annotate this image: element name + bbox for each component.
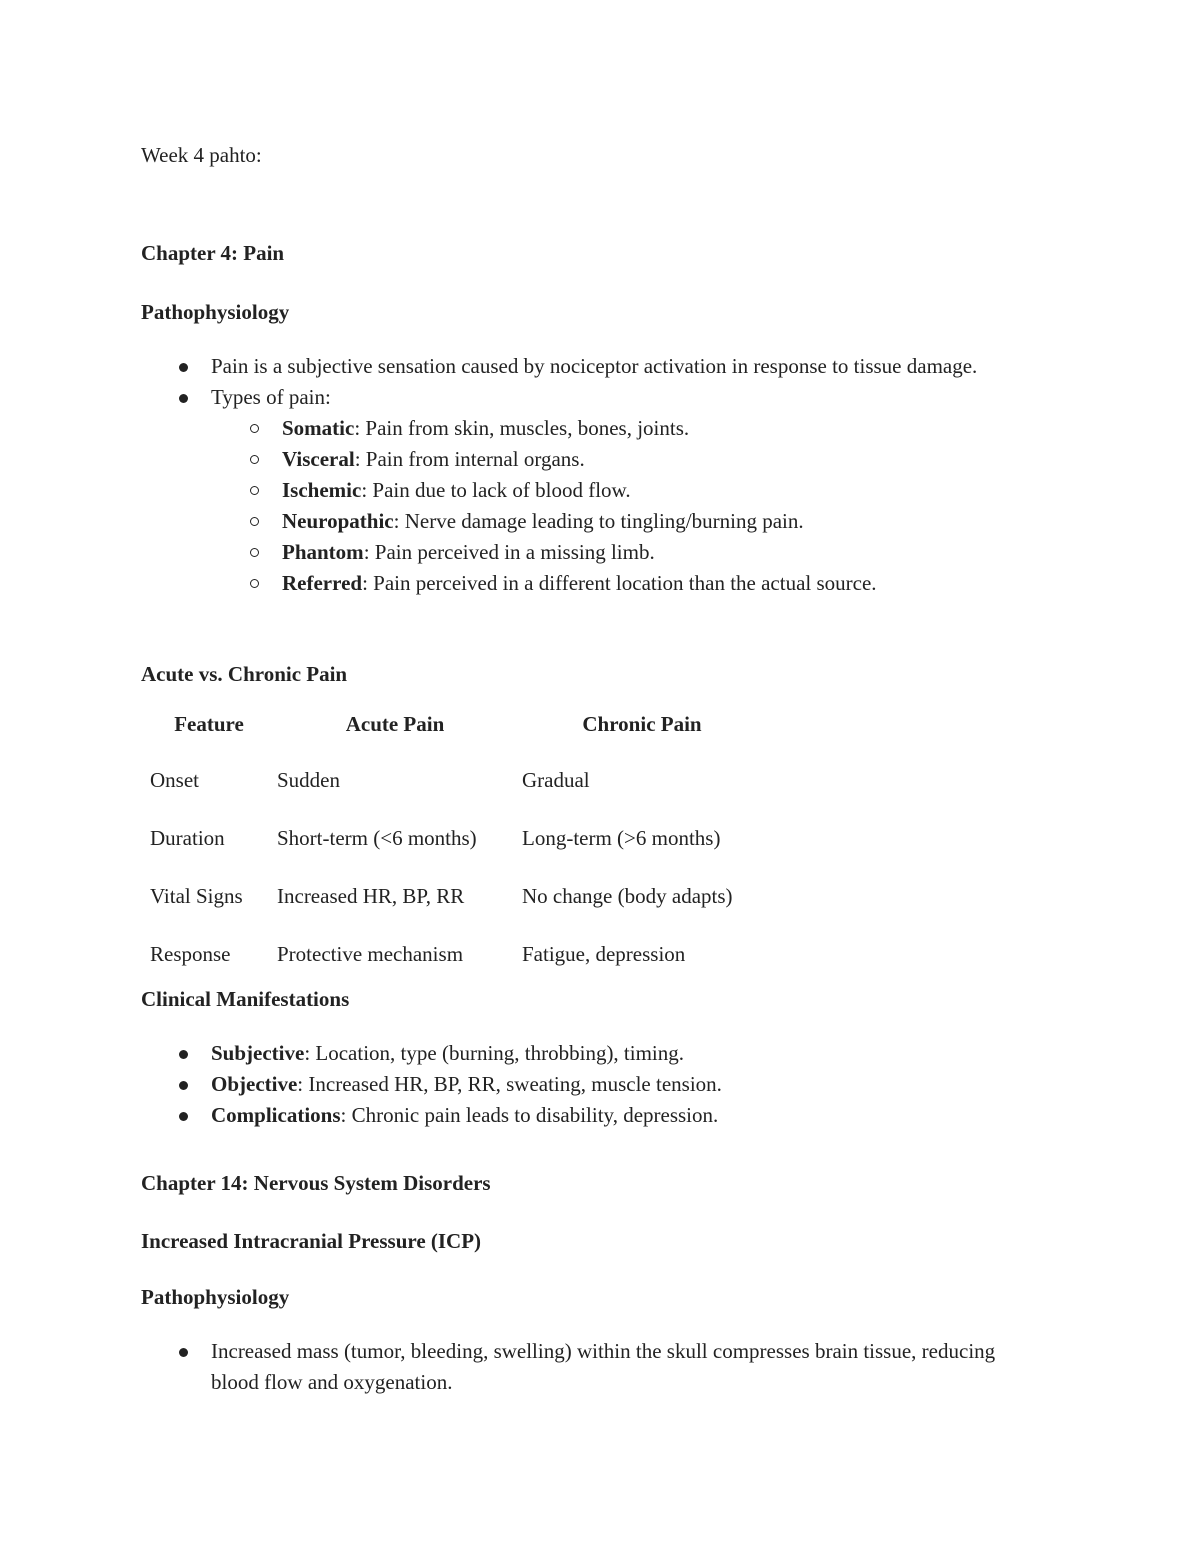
hollow-bullet-icon — [250, 579, 259, 588]
table-cell: Vital Signs — [150, 884, 243, 908]
pain-type-item — [141, 475, 1041, 506]
clinical-desc: : Increased HR, BP, RR, sweating, muscle tension. — [297, 1072, 722, 1096]
bullet-icon — [179, 1112, 188, 1121]
hollow-bullet-icon — [250, 548, 259, 557]
table-header-cell: Chronic Pain — [582, 712, 702, 736]
pain-type-term: Phantom — [282, 540, 364, 564]
chapter-4-title: Chapter 4: Pain — [141, 241, 285, 265]
table-cell: Short-term (<6 months) — [277, 826, 477, 850]
table-cell: Duration — [150, 826, 225, 850]
pain-type-term: Somatic — [282, 416, 355, 440]
table-cell: Onset — [150, 768, 199, 792]
bullet-icon — [179, 394, 188, 403]
pain-type-term: Referred — [282, 571, 363, 595]
table-cell: Increased HR, BP, RR — [277, 884, 465, 908]
table-header-row — [141, 700, 762, 759]
list-item-text: Increased mass (tumor, bleeding, swelling) within the skull compresses brain tissue, reducing blood flow and oxygenation. — [211, 1339, 996, 1394]
list-item-text: Types of pain: — [211, 385, 331, 409]
pain-type-item — [141, 537, 1041, 568]
acute-vs-chronic-heading: Acute vs. Chronic Pain — [141, 662, 348, 686]
pain-type-desc: : Pain due to lack of blood flow. — [361, 478, 631, 502]
hollow-bullet-icon — [250, 517, 259, 526]
clinical-term: Subjective — [211, 1041, 305, 1065]
table-cell: Gradual — [522, 768, 590, 792]
chapter-14-pathophysiology-heading: Pathophysiology — [141, 1285, 290, 1309]
list-item — [141, 351, 1041, 382]
clinical-desc: : Chronic pain leads to disability, depression. — [340, 1103, 719, 1127]
bullet-icon — [179, 1081, 188, 1090]
pain-type-item — [141, 568, 1041, 599]
pain-type-item — [141, 413, 1041, 444]
chapter-14-title: Chapter 14: Nervous System Disorders — [141, 1171, 491, 1195]
clinical-term: Objective — [211, 1072, 298, 1096]
table-row — [141, 759, 762, 817]
chapter-4-pathophysiology-heading: Pathophysiology — [141, 300, 290, 324]
table-cell: No change (body adapts) — [522, 884, 733, 908]
chapter-14-pathophysiology-list — [141, 1336, 1041, 1398]
pain-type-desc: : Pain perceived in a different location than the actual source. — [362, 571, 877, 595]
pain-type-desc: : Nerve damage leading to tingling/burning pain. — [393, 509, 804, 533]
table-row — [141, 875, 762, 933]
pain-type-term: Visceral — [282, 447, 355, 471]
hollow-bullet-icon — [250, 486, 259, 495]
icp-heading: Increased Intracranial Pressure (ICP) — [141, 1229, 482, 1253]
list-item-text: Pain is a subjective sensation caused by nociceptor activation in response to tissue damage. — [211, 354, 978, 378]
clinical-manifestations-list — [141, 1038, 1041, 1131]
pain-type-desc: : Pain from internal organs. — [354, 447, 585, 471]
chapter-4-pathophysiology-list — [141, 351, 1041, 599]
table-header-cell: Acute Pain — [345, 712, 445, 736]
list-item — [141, 1336, 1041, 1398]
table-cell: Response — [150, 942, 231, 966]
list-item — [141, 382, 1041, 413]
pain-type-desc: : Pain from skin, muscles, bones, joints. — [354, 416, 690, 440]
table-row — [141, 817, 762, 875]
pain-type-desc: : Pain perceived in a missing limb. — [363, 540, 655, 564]
pain-type-item — [141, 444, 1041, 475]
clinical-manifestations-heading: Clinical Manifestations — [141, 987, 350, 1011]
table-cell: Fatigue, depression — [522, 942, 686, 966]
table-header-cell: Feature — [174, 712, 244, 736]
table-cell: Protective mechanism — [277, 942, 464, 966]
pain-type-term: Ischemic — [282, 478, 362, 502]
list-item — [141, 1100, 1041, 1131]
bullet-icon — [179, 363, 188, 372]
hollow-bullet-icon — [250, 455, 259, 464]
list-item — [141, 1038, 1041, 1069]
pain-type-item — [141, 506, 1041, 537]
table-cell: Long-term (>6 months) — [522, 826, 721, 850]
list-item — [141, 1069, 1041, 1100]
clinical-desc: : Location, type (burning, throbbing), timing. — [304, 1041, 685, 1065]
acute-chronic-table — [141, 700, 762, 991]
table-cell: Sudden — [277, 768, 340, 792]
bullet-icon — [179, 1050, 188, 1059]
bullet-icon — [179, 1348, 188, 1357]
table-row — [141, 933, 762, 991]
hollow-bullet-icon — [250, 424, 259, 433]
pain-type-term: Neuropathic — [282, 509, 394, 533]
clinical-term: Complications — [211, 1103, 341, 1127]
document-title: Week 4 pahto: — [141, 143, 262, 167]
